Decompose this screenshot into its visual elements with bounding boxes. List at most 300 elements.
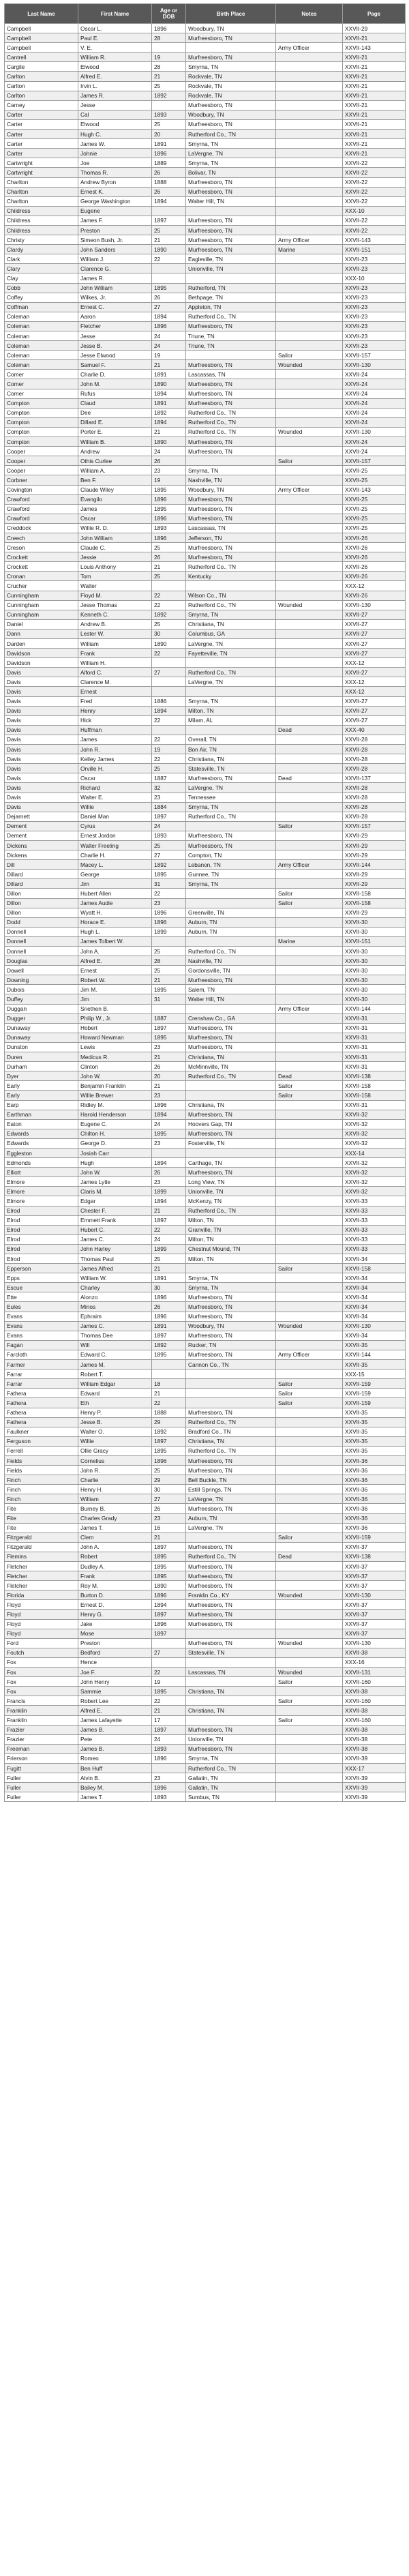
table-row (5, 523, 406, 533)
cell-birth-place: Rutherford Co., TN (186, 417, 276, 427)
cell-birth-place: Lascassas, TN (186, 370, 276, 379)
cell-age: 1892 (152, 408, 186, 417)
cell-first-name: Fred (78, 696, 152, 706)
cell-birth-place: Rockvale, TN (186, 72, 276, 81)
table-row (5, 649, 406, 658)
header-row (5, 4, 406, 24)
cell-page: XXVII-26 (343, 591, 406, 600)
cell-page: XXVII-33 (343, 1206, 406, 1215)
table-row (5, 687, 406, 696)
table-row (5, 1590, 406, 1600)
cell-notes: Army Officer (276, 1350, 343, 1359)
cell-age: 25 (152, 840, 186, 850)
cell-notes (276, 466, 343, 475)
cell-age: 1894 (152, 706, 186, 715)
cell-age: 25 (152, 225, 186, 235)
cell-birth-place: Murfreesboro, TN (186, 543, 276, 552)
cell-last-name: Davis (5, 783, 78, 793)
cell-notes (276, 302, 343, 312)
cell-age: 1895 (152, 1446, 186, 1455)
table-row (5, 994, 406, 1004)
cell-last-name: Davis (5, 715, 78, 725)
cell-notes (276, 1466, 343, 1475)
cell-notes (276, 216, 343, 225)
cell-birth-place: Overall, TN (186, 735, 276, 744)
table-row (5, 1119, 406, 1129)
cell-age (152, 687, 186, 696)
cell-age (152, 1763, 186, 1773)
cell-age: 23 (152, 1773, 186, 1783)
table-row (5, 139, 406, 149)
cell-notes (276, 802, 343, 812)
cell-birth-place (186, 1264, 276, 1273)
cell-birth-place: LaVergne, TN (186, 149, 276, 158)
cell-birth-place: Murfreesboro, TN (186, 100, 276, 110)
cell-age (152, 677, 186, 687)
cell-notes (276, 1148, 343, 1157)
cell-age: 1890 (152, 379, 186, 389)
cell-first-name: Hick (78, 715, 152, 725)
cell-last-name: Elmore (5, 1196, 78, 1206)
table-row (5, 235, 406, 245)
cell-birth-place: Greenville, TN (186, 908, 276, 917)
cell-first-name: Ben F. (78, 475, 152, 485)
cell-age: 1895 (152, 1552, 186, 1561)
cell-notes: Wounded (276, 1321, 343, 1331)
cell-notes (276, 1485, 343, 1494)
cell-birth-place: Rockvale, TN (186, 91, 276, 100)
cell-age: 1894 (152, 1158, 186, 1168)
cell-age: 1895 (152, 1571, 186, 1581)
table-row (5, 1302, 406, 1312)
cell-notes (276, 523, 343, 533)
cell-birth-place: Statesville, TN (186, 1648, 276, 1657)
cell-age: 22 (152, 600, 186, 610)
cell-page: XXVII-36 (343, 1504, 406, 1513)
cell-last-name: Dillon (5, 908, 78, 917)
cell-page: XXVII-25 (343, 466, 406, 475)
table-row (5, 1110, 406, 1119)
table-row (5, 793, 406, 802)
cell-age: 1892 (152, 91, 186, 100)
cell-first-name: Walter E. (78, 793, 152, 802)
cell-birth-place: Murfreesboro, TN (186, 119, 276, 129)
cell-age: 1888 (152, 1408, 186, 1417)
cell-notes (276, 917, 343, 927)
cell-birth-place: Salem, TN (186, 985, 276, 994)
table-row (5, 696, 406, 706)
table-row (5, 437, 406, 447)
cell-last-name: Donnell (5, 936, 78, 946)
cell-last-name: Fuller (5, 1783, 78, 1792)
cell-last-name: Fields (5, 1455, 78, 1465)
table-row (5, 850, 406, 860)
cell-page: XXVII-24 (343, 417, 406, 427)
cell-notes (276, 293, 343, 302)
cell-notes (276, 1360, 343, 1370)
cell-age: 1891 (152, 1321, 186, 1331)
table-row (5, 889, 406, 898)
cell-age: 1894 (152, 196, 186, 206)
cell-birth-place: Murfreesboro, TN (186, 1542, 276, 1552)
cell-page: XXVII-29 (343, 879, 406, 889)
cell-age: 1889 (152, 158, 186, 168)
cell-birth-place (186, 1148, 276, 1157)
cell-notes (276, 24, 343, 33)
table-row (5, 1571, 406, 1581)
cell-notes (276, 840, 343, 850)
table-row (5, 1168, 406, 1177)
cell-last-name: Fox (5, 1657, 78, 1667)
cell-birth-place: Murfreesboro, TN (186, 1638, 276, 1648)
cell-first-name: Charlie D. (78, 370, 152, 379)
table-row (5, 302, 406, 312)
cell-age: 21 (152, 1052, 186, 1062)
cell-age: 21 (152, 72, 186, 81)
table-row (5, 1657, 406, 1667)
cell-page: XXVII-36 (343, 1475, 406, 1485)
cell-first-name: Rufus (78, 389, 152, 398)
table-row (5, 985, 406, 994)
cell-page: XXVII-34 (343, 1302, 406, 1312)
table-row (5, 321, 406, 331)
cell-birth-place: Bethpage, TN (186, 293, 276, 302)
cell-first-name: Jim (78, 879, 152, 889)
cell-last-name: Childress (5, 225, 78, 235)
cell-birth-place: Christiana, TN (186, 1687, 276, 1696)
table-row (5, 1417, 406, 1427)
cell-notes (276, 552, 343, 562)
cell-notes (276, 1408, 343, 1417)
cell-last-name: Davidson (5, 658, 78, 668)
cell-birth-place: McKenzy, TN (186, 1196, 276, 1206)
cell-birth-place: Murfreesboro, TN (186, 1168, 276, 1177)
cell-age: 19 (152, 53, 186, 62)
cell-age (152, 264, 186, 273)
cell-notes (276, 504, 343, 514)
cell-page: XXVII-27 (343, 668, 406, 677)
cell-last-name: Earp (5, 1100, 78, 1110)
table-row (5, 966, 406, 975)
table-row (5, 860, 406, 870)
cell-last-name: Dement (5, 831, 78, 840)
cell-notes (276, 1475, 343, 1485)
cell-page: XXX-17 (343, 1763, 406, 1773)
cell-age: 25 (152, 572, 186, 581)
cell-first-name: Frank (78, 1571, 152, 1581)
table-row (5, 1446, 406, 1455)
cell-birth-place (186, 206, 276, 216)
table-row (5, 715, 406, 725)
table-row (5, 1177, 406, 1187)
cell-notes: Sailor (276, 1677, 343, 1687)
cell-first-name: Daniel Man (78, 812, 152, 821)
cell-birth-place: Cannon Co., TN (186, 1360, 276, 1370)
cell-first-name: Henry G. (78, 1610, 152, 1619)
cell-last-name: Fathera (5, 1389, 78, 1398)
cell-age: 1897 (152, 1215, 186, 1225)
table-row (5, 1129, 406, 1138)
cell-page: XXVII-21 (343, 91, 406, 100)
header-notes: Notes (276, 4, 343, 24)
table-row (5, 53, 406, 62)
cell-first-name: John William (78, 283, 152, 293)
cell-age: 1890 (152, 437, 186, 447)
cell-last-name: Cunningham (5, 591, 78, 600)
cell-last-name: Fuller (5, 1773, 78, 1783)
cell-notes: Wounded (276, 1638, 343, 1648)
table-row (5, 1523, 406, 1533)
table-row (5, 1013, 406, 1023)
cell-last-name: Dugger (5, 1013, 78, 1023)
cell-age: 22 (152, 1225, 186, 1234)
cell-first-name: James M. (78, 1360, 152, 1370)
cell-first-name: James Lafayette (78, 1715, 152, 1725)
cell-birth-place: Smyrna, TN (186, 62, 276, 72)
table-row (5, 1725, 406, 1734)
cell-birth-place: Unionville, TN (186, 264, 276, 273)
table-row (5, 91, 406, 100)
cell-last-name: Douglas (5, 956, 78, 966)
cell-birth-place: Rutherford Co., TN (186, 1763, 276, 1773)
cell-notes (276, 408, 343, 417)
table-row (5, 1138, 406, 1148)
table-row (5, 812, 406, 821)
cell-first-name: Clarence G. (78, 264, 152, 273)
cell-first-name: Johnie (78, 149, 152, 158)
cell-notes (276, 639, 343, 649)
cell-last-name: Davis (5, 725, 78, 735)
table-row (5, 1562, 406, 1571)
cell-page: XXVII-34 (343, 1254, 406, 1264)
table-row (5, 168, 406, 177)
cell-first-name: James T. (78, 1792, 152, 1802)
cell-last-name: Dickens (5, 850, 78, 860)
cell-birth-place (186, 687, 276, 696)
cell-notes (276, 1436, 343, 1446)
cell-birth-place: Christiana, TN (186, 1706, 276, 1715)
cell-first-name: Bailey M. (78, 1783, 152, 1792)
cell-first-name: Hubert Allen (78, 889, 152, 898)
cell-first-name: Dudley A. (78, 1562, 152, 1571)
cell-last-name: Fitzgerald (5, 1542, 78, 1552)
cell-notes: Wounded (276, 1668, 343, 1677)
cell-last-name: Carney (5, 100, 78, 110)
cell-last-name: Clary (5, 264, 78, 273)
cell-age: 1890 (152, 1581, 186, 1590)
cell-page: XXVII-37 (343, 1571, 406, 1581)
cell-notes (276, 1427, 343, 1436)
cell-page: XXVII-26 (343, 543, 406, 552)
cell-notes: Sailor (276, 456, 343, 466)
cell-age (152, 100, 186, 110)
cell-birth-place: Rutherford Co., TN (186, 1552, 276, 1561)
cell-last-name: Fox (5, 1687, 78, 1696)
cell-notes (276, 1455, 343, 1465)
cell-age: 1897 (152, 1542, 186, 1552)
cell-first-name: Tom (78, 572, 152, 581)
cell-notes: Sailor (276, 1091, 343, 1100)
cell-age: 1893 (152, 1744, 186, 1753)
cell-birth-place: Murfreesboro, TN (186, 1042, 276, 1052)
cell-last-name: Francis (5, 1696, 78, 1706)
cell-first-name: Edward C. (78, 1350, 152, 1359)
cell-birth-place (186, 1091, 276, 1100)
cell-notes (276, 1023, 343, 1033)
cell-age: 21 (152, 360, 186, 370)
cell-last-name: Epperson (5, 1264, 78, 1273)
cell-notes (276, 1158, 343, 1168)
cell-first-name: Evangilo (78, 494, 152, 504)
cell-page: XXVII-31 (343, 1033, 406, 1042)
cell-first-name: Ernest (78, 966, 152, 975)
cell-birth-place: Murfreesboro, TN (186, 552, 276, 562)
cell-birth-place: Auburn, TN (186, 927, 276, 936)
cell-last-name: Creech (5, 533, 78, 542)
table-row (5, 629, 406, 638)
cell-last-name: Corbner (5, 475, 78, 485)
cell-last-name: Dyer (5, 1071, 78, 1081)
cell-page: XXVII-23 (343, 254, 406, 264)
cell-first-name: Thomas Dee (78, 1331, 152, 1340)
table-row (5, 466, 406, 475)
cell-birth-place: Murfreesboro, TN (186, 1312, 276, 1321)
cell-first-name: Robert T. (78, 1370, 152, 1379)
cell-last-name: Carter (5, 149, 78, 158)
table-row (5, 1215, 406, 1225)
table-row (5, 1234, 406, 1244)
cell-birth-place: Murfreesboro, TN (186, 1744, 276, 1753)
cell-first-name: John Sanders (78, 245, 152, 254)
cell-notes (276, 754, 343, 764)
cell-age (152, 206, 186, 216)
cell-age: 22 (152, 591, 186, 600)
cell-page: XXVII-23 (343, 312, 406, 321)
cell-birth-place: Murfreesboro, TN (186, 1350, 276, 1359)
cell-first-name: William W. (78, 1273, 152, 1283)
cell-age: 30 (152, 1485, 186, 1494)
cell-notes (276, 629, 343, 638)
cell-birth-place (186, 1379, 276, 1389)
cell-birth-place: Unionville, TN (186, 1187, 276, 1196)
table-row (5, 408, 406, 417)
cell-age: 1891 (152, 139, 186, 149)
cell-last-name: Early (5, 1081, 78, 1091)
cell-page: XXVII-130 (343, 1590, 406, 1600)
table-row (5, 100, 406, 110)
cell-birth-place: LaVergne, TN (186, 639, 276, 649)
cell-notes (276, 1744, 343, 1753)
table-row (5, 754, 406, 764)
cell-age: 26 (152, 293, 186, 302)
cell-age (152, 1004, 186, 1013)
cell-page: XXVII-28 (343, 764, 406, 773)
cell-age: 21 (152, 975, 186, 985)
cell-birth-place: Smyrna, TN (186, 610, 276, 619)
cell-first-name: Alford C. (78, 668, 152, 677)
table-row (5, 1485, 406, 1494)
table-body (5, 24, 406, 1802)
cell-first-name: John R. (78, 745, 152, 754)
cell-last-name: Elrod (5, 1215, 78, 1225)
cell-last-name: Early (5, 1091, 78, 1100)
cell-birth-place: Murfreesboro, TN (186, 360, 276, 370)
cell-notes (276, 1234, 343, 1244)
cell-page: XXVII-33 (343, 1196, 406, 1206)
cell-first-name: William A. (78, 466, 152, 475)
cell-first-name: William Edgar (78, 1379, 152, 1389)
cell-birth-place (186, 1629, 276, 1638)
table-row (5, 1158, 406, 1168)
cell-page: XXVII-37 (343, 1581, 406, 1590)
cell-page: XXVII-32 (343, 1168, 406, 1177)
table-row (5, 956, 406, 966)
cell-birth-place: Murfreesboro, TN (186, 773, 276, 783)
cell-notes (276, 1562, 343, 1571)
cell-birth-place: Rutherford Co., TN (186, 812, 276, 821)
cell-first-name: Chester F. (78, 1206, 152, 1215)
cell-age: 1896 (152, 514, 186, 523)
cell-first-name: Jesse (78, 100, 152, 110)
cell-birth-place: Kentucky (186, 572, 276, 581)
cell-page: XXVII-29 (343, 850, 406, 860)
cell-notes (276, 514, 343, 523)
cell-age: 29 (152, 1475, 186, 1485)
table-row (5, 1513, 406, 1523)
cell-page: XXVII-36 (343, 1513, 406, 1523)
cell-age: 1894 (152, 312, 186, 321)
table-row (5, 456, 406, 466)
cell-first-name: Jesse B. (78, 1417, 152, 1427)
cell-notes (276, 927, 343, 936)
cell-notes (276, 72, 343, 81)
cell-birth-place: Gordonsville, TN (186, 966, 276, 975)
cell-page: XXVII-151 (343, 936, 406, 946)
cell-first-name: Charles Grady (78, 1513, 152, 1523)
cell-last-name: Floyd (5, 1600, 78, 1610)
cell-last-name: Charlton (5, 187, 78, 196)
cell-first-name: William (78, 639, 152, 649)
table-row (5, 1004, 406, 1013)
table-row (5, 149, 406, 158)
cell-notes (276, 1513, 343, 1523)
cell-page: XXVII-39 (343, 1753, 406, 1763)
cell-page: XXVII-32 (343, 1177, 406, 1187)
cell-first-name: Ernest (78, 687, 152, 696)
cell-age: 25 (152, 1466, 186, 1475)
cell-first-name: John W. (78, 1168, 152, 1177)
cell-notes (276, 206, 343, 216)
cell-last-name: Dillon (5, 889, 78, 898)
cell-last-name: Fox (5, 1677, 78, 1687)
cell-birth-place: Nashville, TN (186, 475, 276, 485)
cell-page: XXVII-35 (343, 1340, 406, 1350)
cell-birth-place: Bell Buckle, TN (186, 1475, 276, 1485)
table-row (5, 370, 406, 379)
cell-page: XXX-10 (343, 206, 406, 216)
cell-notes (276, 735, 343, 744)
cell-age: 25 (152, 81, 186, 91)
cell-notes: Marine (276, 936, 343, 946)
table-row (5, 552, 406, 562)
cell-notes (276, 1706, 343, 1715)
cell-notes (276, 1119, 343, 1129)
cell-age: 22 (152, 254, 186, 264)
header-page: Page (343, 4, 406, 24)
cell-last-name: Carter (5, 130, 78, 139)
cell-notes (276, 33, 343, 43)
cell-birth-place: Rutherford Co., TN (186, 312, 276, 321)
